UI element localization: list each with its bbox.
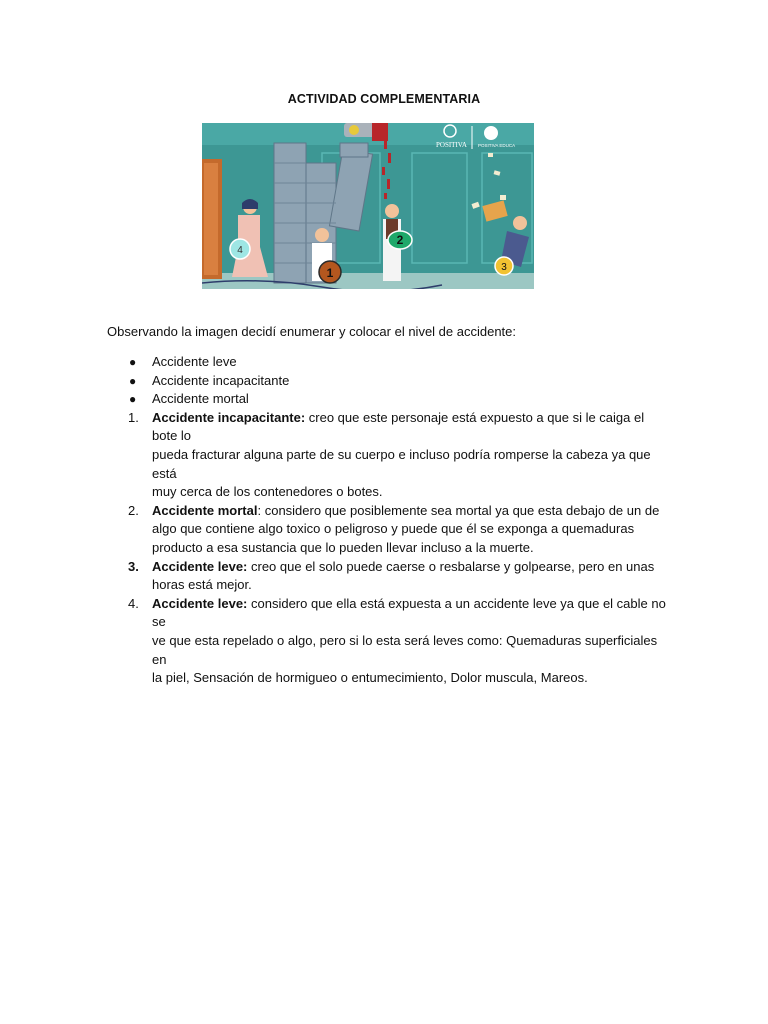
svg-text:4: 4 xyxy=(237,245,243,256)
item-label: Accidente incapacitante: xyxy=(152,409,306,425)
workplace-accident-illustration xyxy=(202,123,534,289)
positiva-logo: POSITIVA xyxy=(436,141,467,149)
item-line xyxy=(152,409,667,446)
bullet-marker: ● xyxy=(129,355,137,369)
item-text: considero que ella está expuesta a un accidente leve ya que el cable no se xyxy=(152,595,666,630)
item-label: Accidente mortal xyxy=(152,502,258,518)
bullet-marker: ● xyxy=(129,373,137,388)
item-line: pueda fracturar alguna parte de su cuerpo e incluso podría romperse la cabeza ya que está xyxy=(152,446,651,481)
svg-text:1: 1 xyxy=(326,266,334,280)
numbered-item-1 xyxy=(107,409,667,502)
accident-list xyxy=(107,353,667,688)
item-label: Accidente leve: xyxy=(152,595,248,611)
bullet-marker: ● xyxy=(129,392,137,407)
item-text: creo que el solo puede caerse o resbalarse y golpearse, pero en unas xyxy=(247,558,655,574)
numbered-item-2 xyxy=(107,502,667,558)
svg-text:2: 2 xyxy=(396,233,404,247)
document-title: ACTIVIDAD COMPLEMENTARIA xyxy=(287,92,481,106)
item-text: : considero que posiblemente sea mortal ya que esta debajo de un de xyxy=(257,502,660,518)
item-number: 4. xyxy=(128,595,139,611)
bullet-text: Accidente incapacitante xyxy=(152,372,290,388)
item-line: la piel, Sensación de hormigueo o entumecimiento, Dolor muscula, Mareos. xyxy=(152,670,588,686)
item-line: producto a esa sustancia que lo pueden llevar incluso a la muerte. xyxy=(152,539,534,555)
item-number: 1. xyxy=(128,409,139,425)
item-line xyxy=(152,595,667,632)
item-label: Accidente leve: xyxy=(152,558,248,574)
item-line: ve que esta repelado o algo, pero si lo esta será leves como: Quemaduras superficiales en xyxy=(152,632,658,667)
item-number: 2. xyxy=(128,502,139,518)
numbered-item-4 xyxy=(107,595,667,688)
bullet-item xyxy=(107,353,667,372)
item-line xyxy=(152,502,667,521)
item-line: horas está mejor. xyxy=(152,577,252,593)
badge-3 xyxy=(495,257,513,275)
item-line: algo que contiene algo toxico o peligroso y puede que él se exponga a quemaduras xyxy=(152,521,635,537)
item-text: creo que este personaje está expuesto a que si le caiga el bote lo xyxy=(152,409,645,444)
bullet-item xyxy=(107,372,667,391)
intro-paragraph: Observando la imagen decidí enumerar y colocar el nivel de accidente: xyxy=(107,324,517,339)
badge-4 xyxy=(230,239,250,259)
item-number: 3. xyxy=(128,558,139,574)
svg-text:3: 3 xyxy=(501,262,507,273)
bullet-text: Accidente leve xyxy=(152,354,237,369)
item-line xyxy=(152,558,667,577)
badge-2 xyxy=(388,231,412,249)
bullet-text: Accidente mortal xyxy=(152,391,249,407)
item-line: muy cerca de los contenedores o botes. xyxy=(152,484,383,500)
bullet-item xyxy=(107,390,667,409)
numbered-item-3 xyxy=(107,558,667,595)
positiva-educa-logo: POSITIVA EDUCA xyxy=(478,143,516,148)
badge-1 xyxy=(319,261,341,283)
